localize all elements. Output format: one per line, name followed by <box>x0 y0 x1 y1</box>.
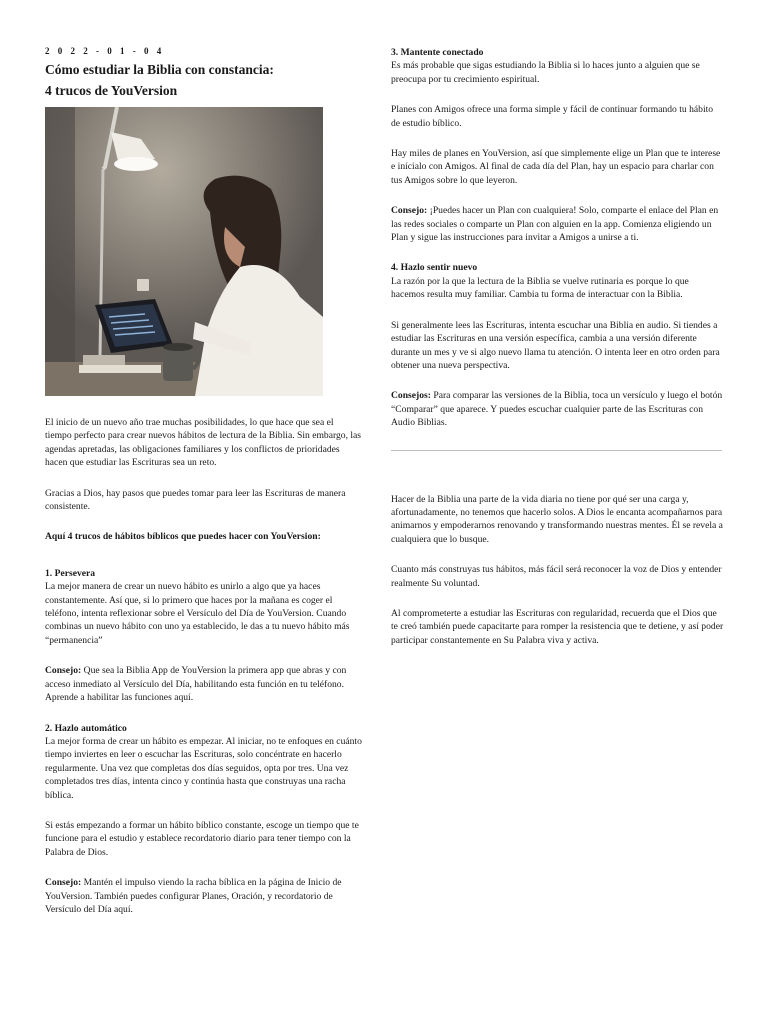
article-title <box>45 59 362 101</box>
section-1-tip <box>45 664 362 704</box>
left-column <box>45 46 362 916</box>
section-3-heading: 3. Mantente conectado <box>391 47 484 58</box>
section-divider <box>391 450 722 451</box>
title-line-1: Cómo estudiar la Biblia con constancia: <box>45 62 274 77</box>
post-date: 2 0 2 2 - 0 1 - 0 4 <box>45 46 165 56</box>
tip-text: Para comparar las versiones de la Biblia, toca un versículo y luego el botón “Comparar” que aparece. Y puedes escuchar cualquier parte de las Escrituras con Audio Biblias. <box>391 390 723 429</box>
tip-text: Que sea la Biblia App de YouVersion la primera app que abras y con acceso inmediato al Versículo del Día, habilitando esta función en tu teléfono. Aprende a habilitar las funciones aquí. <box>45 665 347 704</box>
section-1-body: La mejor manera de crear un nuevo hábito es unirlo a algo que ya haces constantemente. Así que, si lo primero que haces por la mañana es coger el teléfono, intenta reflexionar sobre el Versículo del Día de YouVersion. Cuando combinas un nuevo hábito con uno ya establecido, le das a tu nuevo hábito más “permanencia” <box>45 581 350 646</box>
list-lead: Aquí 4 trucos de hábitos bíblicos que puedes hacer con YouVersion: <box>45 531 321 543</box>
closing-paragraph-3: Al comprometerte a estudiar las Escrituras con regularidad, recuerda que el Dios que te creó también puede capacitarte para romper la resistencia que te detiene, y así poder participar constantemente en Su Palabra viva y activa. <box>391 607 724 646</box>
section-3-tip <box>391 204 724 244</box>
section-4-heading: 4. Hazlo sentir nuevo <box>391 262 478 274</box>
section-4-body: La razón por la que la lectura de la Biblia se vuelve rutinaria es porque lo que hacemos resulta muy familiar. Cambia tu forma de interactuar con la Biblia. <box>391 275 689 301</box>
section-4-tip <box>391 389 724 429</box>
title-line-2: 4 trucos de YouVersion <box>45 83 178 98</box>
tip-label: Consejo: <box>391 205 428 217</box>
tip-text: ¡Puedes hacer un Plan con cualquiera! Solo, comparte el enlace del Plan en las redes sociales o comparte un Plan con alguien en la app. Comienza eligiendo un Plan y sigue las instrucciones para invitar a Amigos a unirse a ti. <box>391 205 719 244</box>
closing-paragraph-1: Hacer de la Biblia una parte de la vida diaria no tiene por qué ser una carga y, afortunadamente, no tenemos que hacerlo solos. A Dios le encanta acompañarnos para animarnos y empoderarnos renovando y transformando nuestras mentes. Él se revela a cualquiera que lo busque. <box>391 493 723 545</box>
section-2-paragraph-2: Si estás empezando a formar un hábito bíblico constante, escoge un tiempo que te funcione para el estudio y establece recordatorio diario para tener tiempo con la Palabra de Dios. <box>45 819 359 858</box>
section-3-body: Es más probable que sigas estudiando la Biblia si lo haces junto a alguien que se preocupa por tu crecimiento espiritual. <box>391 60 700 85</box>
hero-photo <box>45 107 323 396</box>
section-4-paragraph-2: Si generalmente lees las Escrituras, intenta escuchar una Biblia en audio. Si tiendes a estudiar las Escrituras en una versión específica, cambia a una versión diferente durante un mes y ve si algo nuevo llama tu atención. O intenta leer en otro orden para obtener una nueva perspectiva. <box>391 319 720 371</box>
tip-label: Consejo: <box>45 665 82 677</box>
tip-label: Consejos: <box>391 390 431 402</box>
section-1-heading: 1. Persevera <box>45 567 96 579</box>
intro-paragraph-2: Gracias a Dios, hay pasos que puedes tomar para leer las Escrituras de manera consistente. <box>45 487 346 513</box>
closing-paragraph-2: Cuanto más construyas tus hábitos, más fácil será reconocer la voz de Dios y entender realmente Su voluntad. <box>391 564 722 589</box>
section-2-tip <box>45 876 362 916</box>
tip-label: Consejo: <box>45 877 82 889</box>
section-2-heading: 2. Hazlo automático <box>45 722 127 734</box>
section-3-paragraph-2: Planes con Amigos ofrece una forma simple y fácil de continuar formando tu hábito de estudio bíblico. <box>391 104 714 129</box>
section-3-paragraph-3: Hay miles de planes en YouVersion, así que simplemente elige un Plan que te interese e inícialo con Amigos. Al final de cada día del Plan, hay un espacio para charlar con tus Amigos sobre lo que leyeron. <box>391 148 721 186</box>
tip-text: Mantén el impulso viendo la racha bíblica en la página de Inicio de YouVersion. También puedes configurar Planes, Oración, y recordatorio de Versículo del Día aquí. <box>45 877 342 915</box>
section-2-body: La mejor forma de crear un hábito es empezar. Al iniciar, no te enfoques en cuánto tiempo inviertes en leer o escuchar las Escrituras, solo concéntrate en hacerlo regularmente. Una vez que completas dos días seguidos, opta por tres. Una vez completados tres días, intenta cinco y continúa hasta que construyas una racha bíblica. <box>45 735 362 801</box>
intro-paragraph-1: El inicio de un nuevo año trae muchas posibilidades, lo que hace que sea el tiempo perfecto para crear nuevos hábitos de lectura de la Biblia. Sin embargo, las agendas apretadas, las obligaciones familiares y los conflictos de prioridades hacen que estudiar las Escrituras sea un reto. <box>45 417 362 469</box>
right-column <box>391 46 724 647</box>
